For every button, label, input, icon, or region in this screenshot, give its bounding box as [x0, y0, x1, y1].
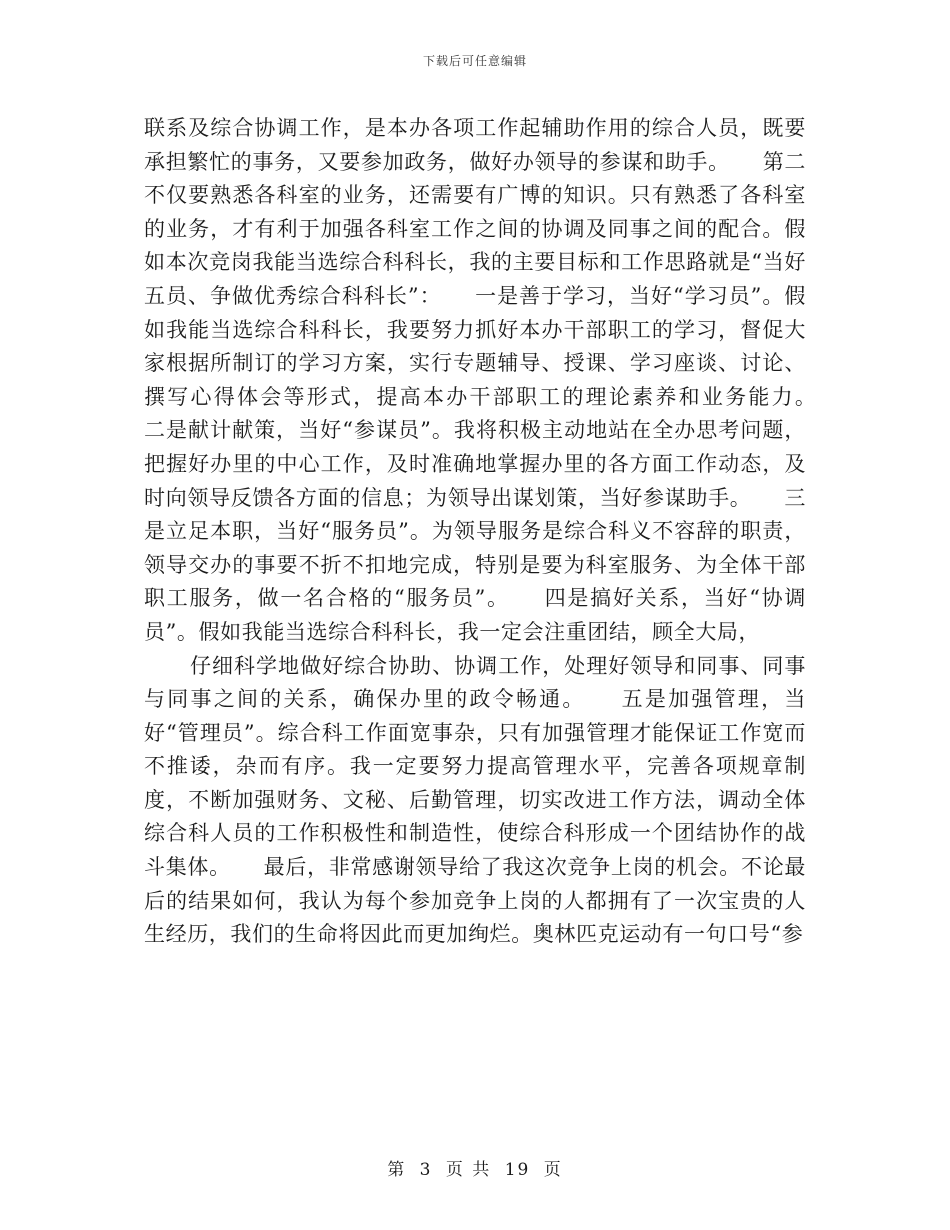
footer-page-number: 3	[419, 1160, 433, 1180]
footer-suffix: 页	[543, 1160, 563, 1180]
body-paragraph-1: 联系及综合协调工作，是本办各项工作起辅助作用的综合人员，既要承担繁忙的事务，又要参加政务，做好办领导的参谋和助手。 第二不仅要熟悉各科室的业务，还需要有广博的知识。只有熟悉了各科室的业务，才有利于加强各科室工作之间的协调及同事之间的配合。假如本次竞岗我能当选综合科科长，我的主要目标和工作思路就是“当好五员、争做优秀综合科科长”： 一是善于学习，当好“学习员”。假如我能当选综合科科长，我要努力抓好本办干部职工的学习，督促大家根据所制订的学习方案，实行专题辅导、授课、学习座谈、讨论、撰写心得体会等形式，提高本办干部职工的理论素养和业务能力。 二是献计献策，当好“参谋员”。我将积极主动地站在全办思考问题，把握好办里的中心工作，及时准确地掌握办里的各方面工作动态，及时向领导反馈各方面的信息；为领导出谋划策，当好参谋助手。 三是立足本职，当好“服务员”。为领导服务是综合科义不容辞的职责，领导交办的事要不折不扣地完成，特别是要为科室服务、为全体干部职工服务，做一名合格的“服务员”。 四是搞好关系，当好“协调员”。假如我能当选综合科科长，我一定会注重团结，顾全大局，	[144, 116, 850, 644]
footer-middle: 页 共	[445, 1160, 492, 1180]
document-body	[144, 112, 850, 952]
page-header-note: 下载后可任意编辑	[422, 54, 527, 68]
body-paragraph-2: 仔细科学地做好综合协助、协调工作，处理好领导和同事、同事与同事之间的关系，确保办里的政令畅通。 五是加强管理，当好“管理员”。综合科工作面宽事杂，只有加强管理才能保证工作宽而不推诿，杂而有序。我一定要努力提高管理水平，完善各项规章制度，不断加强财务、文秘、后勤管理，切实改进工作方法，调动全体综合科人员的工作积极性和制造性，使综合科形成一个团结协作的战斗集体。 最后，非常感谢领导给了我这次竞争上岗的机会。不论最后的结果如何，我认为每个参加竞争上岗的人都拥有了一次宝贵的人生经历，我们的生命将因此而更加绚烂。奥林匹克运动有一句口号“参	[144, 653, 806, 947]
page-footer	[0, 1155, 950, 1180]
footer-total-pages: 19	[504, 1160, 531, 1180]
footer-prefix: 第	[387, 1160, 407, 1180]
